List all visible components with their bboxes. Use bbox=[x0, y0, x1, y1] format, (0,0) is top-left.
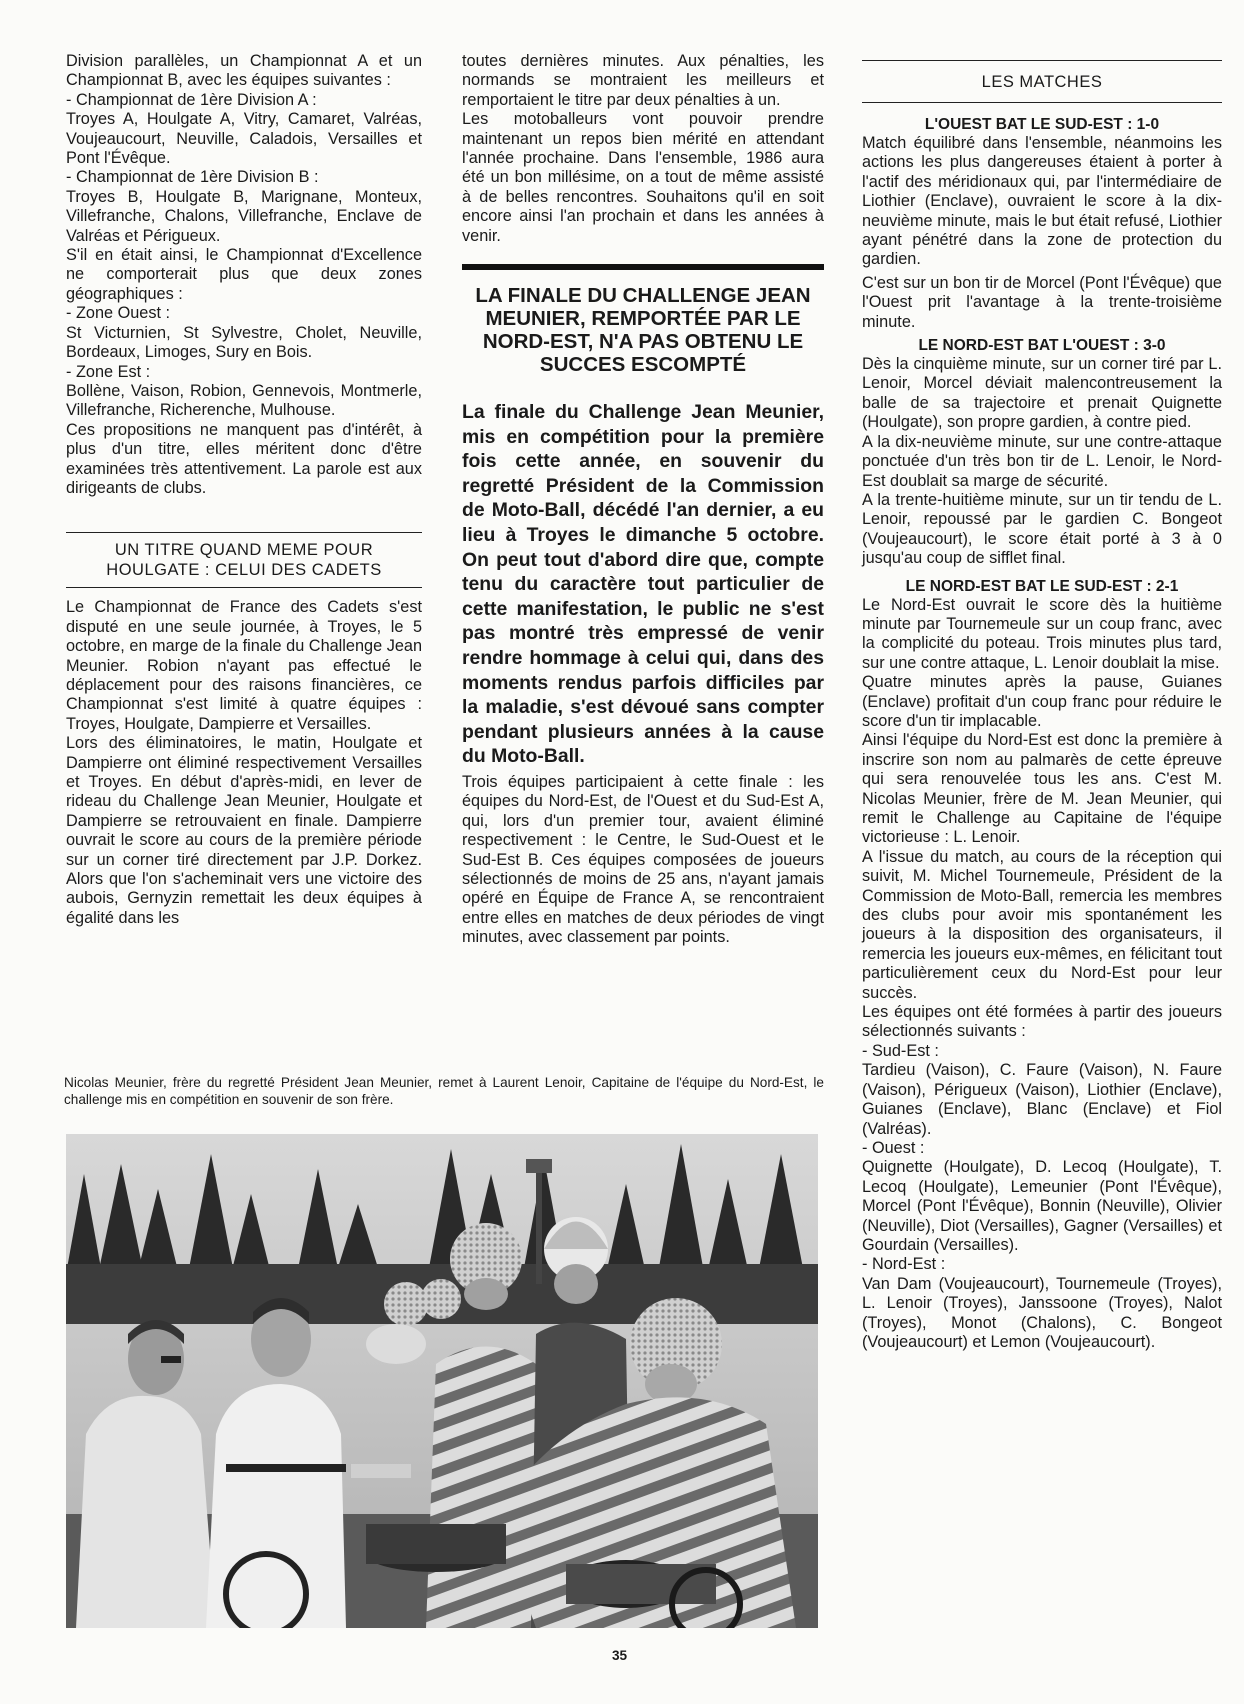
paragraph: Trois équipes participaient à cette finale : les équipes du Nord-Est, de l'Ouest et du Sud-Est A, qui, lors d'un premier tour, avaient éliminé respectivement : le Centre, le Sud-Ouest et le Sud-Est B. Ces équipes composées de joueurs sélectionnés de moins de 25 ans, n'ayant jamais opéré en Équipe de France A, se rencontraient entre elles en matches de deux périodes de vingt minutes, avec classement par points. bbox=[462, 772, 824, 947]
paragraph: C'est sur un bon tir de Morcel (Pont l'Évêque) que l'Ouest prit l'avantage à la trente-troisième minute. bbox=[862, 273, 1222, 331]
divider bbox=[66, 532, 422, 533]
paragraph: Division parallèles, un Championnat A et un Championnat B, avec les équipes suivantes : bbox=[66, 52, 422, 90]
divider bbox=[862, 102, 1222, 103]
paragraph: Le Championnat de France des Cadets s'est disputé en une seule journée, à Troyes, le 5 octobre, en marge de la finale du Challenge Jean Meunier. Robion n'ayant pas effectué le déplacement pour des raisons financières, ce Championnat s'est limité à quatre équipes : Troyes, Houlgate, Dampierre et Versailles. bbox=[66, 598, 422, 733]
paragraph: Lors des éliminatoires, le matin, Houlgate et Dampierre ont éliminé respectivement Versailles et Troyes. En début d'après-midi, en lever de rideau du Challenge Jean Meunier, Houlgate et Dampierre se retrouvaient en finale. Dampierre ouvrait le score au cours de la première période sur un corner tiré directement par J.P. Dorkez. Alors que l'on s'acheminait vers une victoire des aubois, Gernyzin remettait les deux équipes à égalité dans les bbox=[66, 734, 422, 927]
paragraph: - Ouest : bbox=[862, 1138, 925, 1157]
paragraph: Ainsi l'équipe du Nord-Est est donc la première à inscrire son nom au palmarès de cette épreuve qui sera renouvelée tous les ans. C'est M. Nicolas Meunier, frère de M. Jean Meunier, qui remit le Challenge au Capitaine de l'équipe victorieuse : L. Lenoir. bbox=[862, 731, 1222, 847]
paragraph: Tardieu (Vaison), C. Faure (Vaison), N. Faure (Vaison), Périgueux (Vaison), Liothier (Enclave), Guianes (Enclave), Blanc (Enclave) et Fiol (Valréas). bbox=[862, 1061, 1222, 1138]
trophy-presentation-photo bbox=[66, 1134, 818, 1628]
paragraph: - Championnat de 1ère Division A : bbox=[66, 90, 317, 109]
paragraph: Match équilibré dans l'ensemble, néanmoins les actions les plus dangereuses étaient à porter à l'actif des méridionaux qui, par l'intermédiaire de Liothier (Enclave), ouvraient le score à la dix-neuvième minute, mais le but était refusé, Liothier ayant pénétré dans la zone de protection du gardien. bbox=[862, 134, 1222, 269]
paragraph: Van Dam (Voujeaucourt), Tournemeule (Troyes), L. Lenoir (Troyes), Janssoone (Troyes), Nalot (Troyes), Monot (Chalons), C. Bongeot (Voujeaucourt) et Lemon (Voujeaucourt). bbox=[862, 1274, 1222, 1351]
paragraph: Troyes B, Houlgate B, Marignane, Monteux, Villefranche, Chalons, Villefranche, Enclave de Valréas et Périgueux. bbox=[66, 187, 422, 245]
paragraph: A l'issue du match, au cours de la réception qui suivit, M. Michel Tournemeule, Président de la Commission de Moto-Ball, remercia les membres des clubs pour avoir mis spontanément les joueurs à la disposition des organisateurs, il remercia les joueurs eux-mêmes, en félicitant tout particulièrement ceux du Nord-Est pour leur succès. bbox=[862, 847, 1222, 1002]
paragraph: Bollène, Vaison, Robion, Gennevois, Montmerle, Villefranche, Richerenche, Mulhouse. bbox=[66, 381, 422, 420]
match-2-title: LE NORD-EST BAT L'OUEST : 3-0 bbox=[918, 337, 1166, 355]
paragraph: Ces propositions ne manquent pas d'intérêt, à plus d'un titre, elles méritent donc d'être examinées très attentivement. La parole est aux dirigeants de clubs. bbox=[66, 420, 422, 497]
photo-caption: Nicolas Meunier, frère du regretté Président Jean Meunier, remet à Laurent Lenoir, Capitaine de l'équipe du Nord-Est, le challenge mis en compétition en souvenir de son frère. bbox=[64, 1075, 824, 1107]
paragraph: St Victurnien, St Sylvestre, Cholet, Neuville, Bordeaux, Limoges, Sury en Bois. bbox=[66, 323, 422, 362]
article-title: LA FINALE DU CHALLENGE JEAN MEUNIER, REMPORTÉE PAR LE NORD-EST, N'A PAS OBTENU LE SUCCES ESCOMPTÉ bbox=[475, 284, 811, 377]
lead-paragraph: La finale du Challenge Jean Meunier, mis en compétition pour la première fois cette année, en souvenir du regretté Président de la Commission de Moto-Ball, décédé l'an dernier, a eu lieu à Troyes le dimanche 5 octobre. On peut tout d'abord dire que, compte tenu du caractère tout particulier de cette manifestation, le public ne s'est pas montré très empressé de venir rendre hommage à celui qui, dans des moments rendus parfois difficiles par la maladie, s'est dévoué sans compter pendant plusieurs années à la cause du Moto-Ball. bbox=[462, 401, 824, 768]
paragraph: Troyes A, Houlgate A, Vitry, Camaret, Valréas, Voujeaucourt, Neuville, Caladois, Versailles et Pont l'Évêque. bbox=[66, 110, 422, 168]
paragraph: - Zone Est : bbox=[66, 362, 151, 381]
intro-text bbox=[66, 52, 422, 498]
paragraph: Dès la cinquième minute, sur un corner tiré par L. Lenoir, Morcel déviait malencontreusement la balle de sa trajectoire et prenait Quignette (Houlgate), son propre gardien, à contre pied. bbox=[862, 355, 1222, 432]
column-1 bbox=[66, 52, 422, 928]
match-1-title: L'OUEST BAT LE SUD-EST : 1-0 bbox=[924, 116, 1160, 133]
paragraph: - Nord-Est : bbox=[862, 1255, 946, 1274]
divider bbox=[66, 587, 422, 588]
cadets-heading: UN TITRE QUAND MEME POUR HOULGATE : CELUI DES CADETS bbox=[106, 541, 382, 580]
paragraph: A la dix-neuvième minute, sur une contre-attaque ponctuée d'un très bon tir de L. Lenoir, le Nord-Est doublait sa marge de sécurité. bbox=[862, 432, 1222, 490]
paragraph: S'il en était ainsi, le Championnat d'Excellence ne comporterait plus que deux zones géographiques : bbox=[66, 246, 422, 303]
divider bbox=[462, 264, 824, 270]
paragraph: Les équipes ont été formées à partir des joueurs sélectionnés suivants : bbox=[862, 1003, 1222, 1041]
paragraph: Le Nord-Est ouvrait le score dès la huitième minute par Tournemeule sur un coup franc, avec la complicité du poteau. Trois minutes plus tard, sur une contre attaque, L. Lenoir doublait la mise. bbox=[862, 595, 1222, 672]
matches-heading: LES MATCHES bbox=[981, 73, 1103, 91]
paragraph: - Zone Ouest : bbox=[66, 304, 171, 323]
page-number: 35 bbox=[612, 1648, 628, 1663]
paragraph: Quignette (Houlgate), D. Lecoq (Houlgate), T. Lecoq (Houlgate), Lemeunier (Pont l'Évêque), Morcel (Pont l'Évêque), Bonnin (Neuville), Olivier (Neuville), Diot (Versailles), Gagner (Versailles) et Gourdain (Versailles). bbox=[862, 1158, 1222, 1254]
paragraph: Quatre minutes après la pause, Guianes (Enclave) profitait d'un coup franc pour réduire le score d'un tir implacable. bbox=[862, 673, 1222, 730]
paragraph: Les motoballeurs vont pouvoir prendre maintenant un repos bien mérité en attendant l'année prochaine. Dans l'ensemble, 1986 aura été un bon millésime, on a tout de même assisté à de belles rencontres. Souhaitons qu'il en soit encore ainsi l'an prochain et dans les années à venir. bbox=[462, 110, 824, 245]
column-2 bbox=[462, 52, 824, 948]
match-3-title: LE NORD-EST BAT LE SUD-EST : 2-1 bbox=[905, 577, 1179, 595]
paragraph: - Sud-Est : bbox=[862, 1041, 939, 1060]
paragraph: - Championnat de 1ère Division B : bbox=[66, 168, 319, 187]
column-3 bbox=[862, 60, 1222, 1352]
paragraph: toutes dernières minutes. Aux pénalties, les normands se montraient les meilleurs et remportaient le titre par deux pénalties à un. bbox=[462, 52, 824, 109]
divider bbox=[862, 60, 1222, 61]
paragraph: A la trente-huitième minute, sur un tir tendu de L. Lenoir, repoussé par le gardien C. Bongeot (Voujeaucourt), le score était porté à 3 à 0 jusqu'au coup de sifflet final. bbox=[862, 490, 1222, 568]
